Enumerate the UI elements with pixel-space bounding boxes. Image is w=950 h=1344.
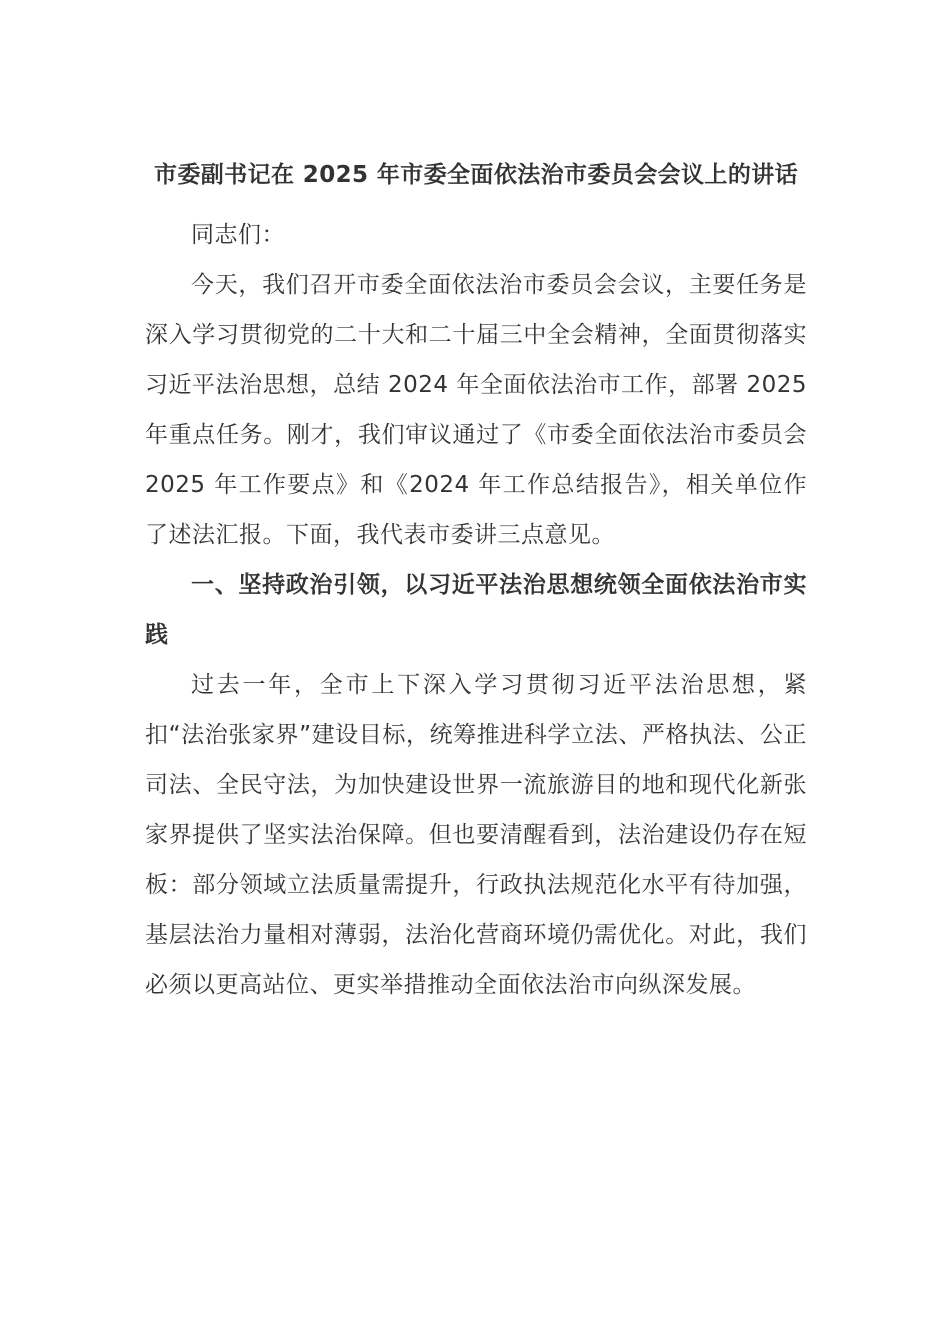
document-page	[145, 150, 807, 1010]
document-title: 市委副书记在 2025 年市委全面依法治市委员会会议上的讲话	[153, 162, 799, 188]
paragraph-section-1: 过去一年，全市上下深入学习贯彻习近平法治思想，紧扣“法治张家界”建设目标，统筹推进科学立法、严格执法、公正司法、全民守法，为加快建设世界一流旅游目的地和现代化新张家界提供了坚实法治保障。但也要清醒看到，法治建设仍存在短板：部分领域立法质量需提升，行政执法规范化水平有待加强，基层法治力量相对薄弱，法治化营商环境仍需优化。对此，我们必须以更高站位、更实举措推动全面依法治市向纵深发展。	[145, 672, 807, 998]
greeting: 同志们：	[191, 222, 285, 248]
paragraph-intro: 今天，我们召开市委全面依法治市委员会会议，主要任务是深入学习贯彻党的二十大和二十届三中全会精神，全面贯彻落实习近平法治思想，总结 2024 年全面依法治市工作，部署 2025 年重点任务。刚才，我们审议通过了《市委全面依法治市委员会 2025 年工作要点》和《2024 年工作总结报告》，相关单位作了述法汇报。下面，我代表市委讲三点意见。	[145, 272, 807, 548]
section-heading-1: 一、坚持政治引领，以习近平法治思想统领全面依法治市实践	[145, 572, 807, 648]
